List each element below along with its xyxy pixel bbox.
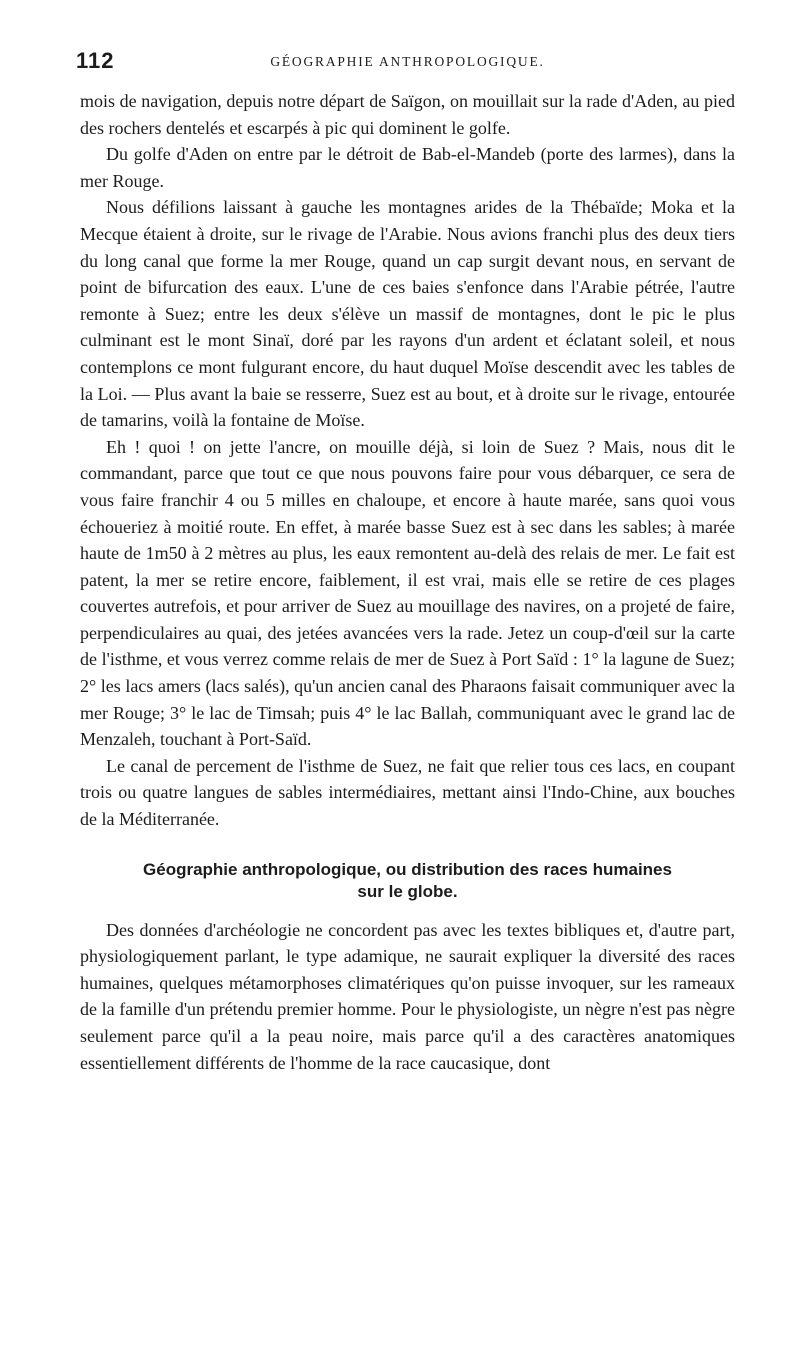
section-heading-line-1: Géographie anthropologique, ou distribution des races humaines: [143, 859, 672, 879]
section-heading-line-2: sur le globe.: [357, 881, 458, 901]
paragraph-4: Eh ! quoi ! on jette l'ancre, on mouille déjà, si loin de Suez ? Mais, nous dit le commandant, parce que tout ce que nous pouvons faire pour vous débarquer, ce sera de vous faire franchir 4 ou 5 milles en chaloupe, et encore à haute marée, sans quoi vous échoueriez à moitié route. En effet, à marée basse Suez est à sec dans les sables; à marée haute de 1m50 à 2 mètres au plus, les eaux remontent au-delà des relais de mer. Le fait est patent, la mer se retire encore, faiblement, il est vrai, mais elle se retire de ces plages couvertes autrefois, et pour arriver de Suez au mouillage des navires, on a projeté de faire, perpendiculaires au quai, des jetées avancées vers la rade. Jetez un coup-d'œil sur la carte de l'isthme, et vous verrez comme relais de mer de Suez à Port Saïd : 1° la lagune de Suez; 2° les lacs amers (lacs salés), qu'un ancien canal des Pharaons faisait communiquer avec la mer Rouge; 3° le lac de Timsah; puis 4° le lac Ballah, communiquant avec le grand lac de Menzaleh, touchant à Port-Saïd.: [80, 436, 735, 750]
page-header: [76, 48, 735, 74]
paragraph-1: mois de navigation, depuis notre départ de Saïgon, on mouillait sur la rade d'Aden, au pied des rochers dentelés et escarpés à pic qui dominent le golfe.: [80, 91, 735, 138]
paragraph-2: Du golfe d'Aden on entre par le détroit de Bab-el-Mandeb (porte des larmes), dans la mer Rouge.: [80, 144, 735, 191]
page-number: 112: [76, 48, 115, 73]
section-paragraph: Des données d'archéologie ne concordent pas avec les textes bibliques et, d'autre part, physiologiquement parlant, le type adamique, ne saurait expliquer la diversité des races humaines, quelques métamorphoses climatériques qu'on puisse invoquer, sur les rameaux de la famille d'un prétendu premier homme. Pour le physiologiste, un nègre n'est pas nègre seulement parce qu'il a la peau noire, mais parce qu'il a des caractères anatomiques essentiellement différents de l'homme de la race caucasique, dont: [80, 919, 735, 1073]
paragraph-3: Nous défilions laissant à gauche les montagnes arides de la Thébaïde; Moka et la Mecque étaient à droite, sur le rivage de l'Arabie. Nous avions franchi plus des deux tiers du long canal que forme la mer Rouge, quand un cap surgit devant nous, en servant de point de bifurcation des eaux. L'une de ces baies s'enfonce dans l'Arabie pétrée, l'autre remonte à Suez; entre les deux s'élève un massif de montagnes, dont le pic le plus culminant est le mont Sinaï, doré par les rayons d'un ardent et éclatant soleil, et nous contemplons ce mont fulgurant encore, du haut duquel Moïse descendit avec les tables de la Loi. — Plus avant la baie se resserre, Suez est au bout, et à droite sur le rivage, entourée de tamarins, voilà la fontaine de Moïse.: [80, 197, 735, 431]
body-text: [80, 88, 735, 1076]
running-head: GÉOGRAPHIE ANTHROPOLOGIQUE.: [270, 54, 545, 69]
book-page: [76, 48, 735, 1076]
section-heading: [80, 859, 735, 903]
paragraph-5: Le canal de percement de l'isthme de Suez, ne fait que relier tous ces lacs, en coupant trois ou quatre langues de sables intermédiaires, mettant ainsi l'Indo-Chine, aux bouches de la Méditerranée.: [80, 755, 735, 830]
